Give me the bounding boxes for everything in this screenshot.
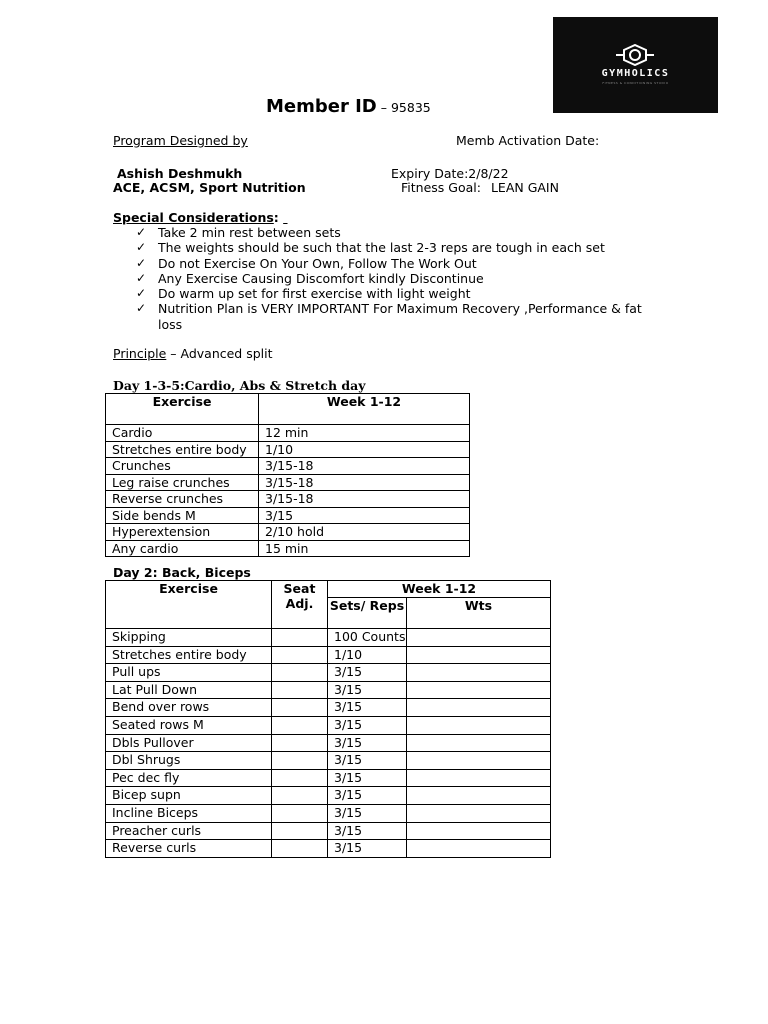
list-item: ✓ Do not Exercise On Your Own, Follow The Work Out	[136, 255, 477, 271]
seat-cell	[272, 822, 328, 840]
seat-cell	[272, 840, 328, 858]
table-row	[106, 491, 470, 508]
fitness-goal-label: Fitness Goal:	[401, 180, 481, 195]
table-row	[106, 629, 551, 647]
seat-cell	[272, 734, 328, 752]
wts-cell	[407, 787, 551, 805]
checkmark-icon: ✓	[136, 270, 147, 285]
table-row	[106, 681, 551, 699]
exercise-cell: Pec dec fly	[106, 769, 272, 787]
day2-table	[105, 580, 551, 858]
sets-cell: 3/15	[328, 787, 407, 805]
checkmark-icon: ✓	[136, 255, 147, 270]
col-header-week: Week 1-12	[259, 394, 470, 425]
exercise-cell: Hyperextension	[106, 524, 259, 541]
table-row	[106, 458, 470, 475]
exercise-cell: Reverse crunches	[106, 491, 259, 508]
fitness-goal-value: LEAN GAIN	[490, 180, 559, 195]
week-cell: 15 min	[259, 540, 470, 557]
trainer-name: Ashish Deshmukh	[117, 166, 243, 181]
wts-cell	[407, 734, 551, 752]
col-header-exercise: Exercise	[106, 581, 272, 629]
logo-mark-icon	[616, 44, 654, 66]
principle-label: Principle	[113, 346, 167, 361]
exercise-cell: Bicep supn	[106, 787, 272, 805]
sets-cell: 3/15	[328, 769, 407, 787]
principle-value: – Advanced split	[166, 346, 273, 361]
exercise-cell: Any cardio	[106, 540, 259, 557]
wts-cell	[407, 629, 551, 647]
wts-cell	[407, 769, 551, 787]
exercise-cell: Skipping	[106, 629, 272, 647]
sets-cell: 3/15	[328, 716, 407, 734]
exercise-cell: Dbls Pullover	[106, 734, 272, 752]
table-row	[106, 699, 551, 717]
col-header-week: Week 1-12	[328, 581, 551, 598]
table-row	[106, 716, 551, 734]
col-header-exercise: Exercise	[106, 394, 259, 425]
exercise-cell: Reverse curls	[106, 840, 272, 858]
table-row	[106, 524, 470, 541]
table-row	[106, 752, 551, 770]
exercise-cell: Cardio	[106, 425, 259, 442]
exercise-cell: Seated rows M	[106, 716, 272, 734]
wts-cell	[407, 804, 551, 822]
week-cell: 2/10 hold	[259, 524, 470, 541]
table-row	[106, 769, 551, 787]
exercise-cell: Crunches	[106, 458, 259, 475]
table-row	[106, 540, 470, 557]
exercise-cell: Side bends M	[106, 507, 259, 524]
exercise-cell: Preacher curls	[106, 822, 272, 840]
member-id-value: – 95835	[376, 100, 431, 115]
special-considerations-list	[136, 225, 656, 332]
week-cell: 3/15	[259, 507, 470, 524]
seat-cell	[272, 681, 328, 699]
exercise-cell: Stretches entire body	[106, 441, 259, 458]
activation-date: Memb Activation Date:	[456, 133, 600, 148]
wts-cell	[407, 752, 551, 770]
trainer-credentials: ACE, ACSM, Sport Nutrition	[113, 180, 306, 195]
list-item: ✓ The weights should be such that the last 2-3 reps are tough in each set	[136, 240, 605, 256]
wts-cell	[407, 646, 551, 664]
checkmark-icon: ✓	[136, 301, 147, 316]
list-item: ✓ Do warm up set for first exercise with light weight	[136, 286, 471, 302]
special-considerations-title: Special Considerations	[113, 210, 274, 225]
fitness-goal	[401, 180, 559, 195]
checkmark-icon: ✓	[136, 240, 147, 255]
day1-table	[105, 393, 470, 557]
wts-cell	[407, 716, 551, 734]
exercise-cell: Pull ups	[106, 664, 272, 682]
table-row	[106, 787, 551, 805]
table-row	[106, 822, 551, 840]
seat-cell	[272, 769, 328, 787]
seat-cell	[272, 629, 328, 647]
col-header-wts: Wts	[407, 598, 551, 629]
sets-cell: 3/15	[328, 699, 407, 717]
list-item: ✓ Any Exercise Causing Discomfort kindly Discontinue	[136, 270, 484, 286]
col-header-sets: Sets/ Reps	[328, 598, 407, 629]
exercise-cell: Lat Pull Down	[106, 681, 272, 699]
table-header-row	[106, 581, 551, 598]
seat-cell	[272, 804, 328, 822]
sets-cell: 100 Counts	[328, 629, 407, 647]
table-row	[106, 646, 551, 664]
table-row	[106, 425, 470, 442]
principle-line	[113, 346, 273, 361]
seat-cell	[272, 699, 328, 717]
seat-cell	[272, 752, 328, 770]
program-designed-by: Program Designed by	[113, 133, 248, 148]
gymholics-logo	[553, 17, 718, 113]
day1-title: Day 1-3-5:Cardio, Abs & Stretch day	[113, 378, 366, 393]
logo-brand-text: GYMHOLICS	[601, 68, 670, 79]
list-item: ✓ Nutrition Plan is VERY IMPORTANT For Maximum Recovery ,Performance & fat loss	[136, 301, 642, 332]
sets-cell: 3/15	[328, 681, 407, 699]
sets-cell: 1/10	[328, 646, 407, 664]
list-item: ✓ Take 2 min rest between sets	[136, 225, 341, 240]
wts-cell	[407, 681, 551, 699]
table-row	[106, 734, 551, 752]
sets-cell: 3/15	[328, 840, 407, 858]
special-considerations-heading: Special Considerations:	[113, 210, 284, 225]
seat-cell	[272, 664, 328, 682]
week-cell: 1/10	[259, 441, 470, 458]
sets-cell: 3/15	[328, 664, 407, 682]
wts-cell	[407, 699, 551, 717]
exercise-cell: Stretches entire body	[106, 646, 272, 664]
week-cell: 3/15-18	[259, 474, 470, 491]
table-row	[106, 840, 551, 858]
table-row	[106, 441, 470, 458]
table-row	[106, 804, 551, 822]
sets-cell: 3/15	[328, 752, 407, 770]
wts-cell	[407, 822, 551, 840]
table-row	[106, 474, 470, 491]
wts-cell	[407, 664, 551, 682]
table-row	[106, 664, 551, 682]
week-cell: 12 min	[259, 425, 470, 442]
checkmark-icon: ✓	[136, 225, 147, 239]
exercise-cell: Leg raise crunches	[106, 474, 259, 491]
exercise-cell: Dbl Shrugs	[106, 752, 272, 770]
exercise-cell: Incline Biceps	[106, 804, 272, 822]
day2-title: Day 2: Back, Biceps	[113, 565, 251, 580]
member-id-label: Member ID	[266, 96, 377, 117]
week-cell: 3/15-18	[259, 458, 470, 475]
checkmark-icon: ✓	[136, 286, 147, 301]
week-cell: 3/15-18	[259, 491, 470, 508]
table-header-row	[106, 394, 470, 425]
sets-cell: 3/15	[328, 734, 407, 752]
logo-tagline: FITNESS & CONDITIONING STUDIO	[602, 81, 669, 85]
col-header-seat: Seat Adj.	[272, 581, 328, 629]
member-id-title	[266, 96, 431, 117]
exercise-cell: Bend over rows	[106, 699, 272, 717]
seat-cell	[272, 787, 328, 805]
sets-cell: 3/15	[328, 822, 407, 840]
table-row	[106, 507, 470, 524]
expiry-date: Expiry Date:2/8/22	[391, 166, 509, 181]
sets-cell: 3/15	[328, 804, 407, 822]
seat-cell	[272, 646, 328, 664]
wts-cell	[407, 840, 551, 858]
seat-cell	[272, 716, 328, 734]
